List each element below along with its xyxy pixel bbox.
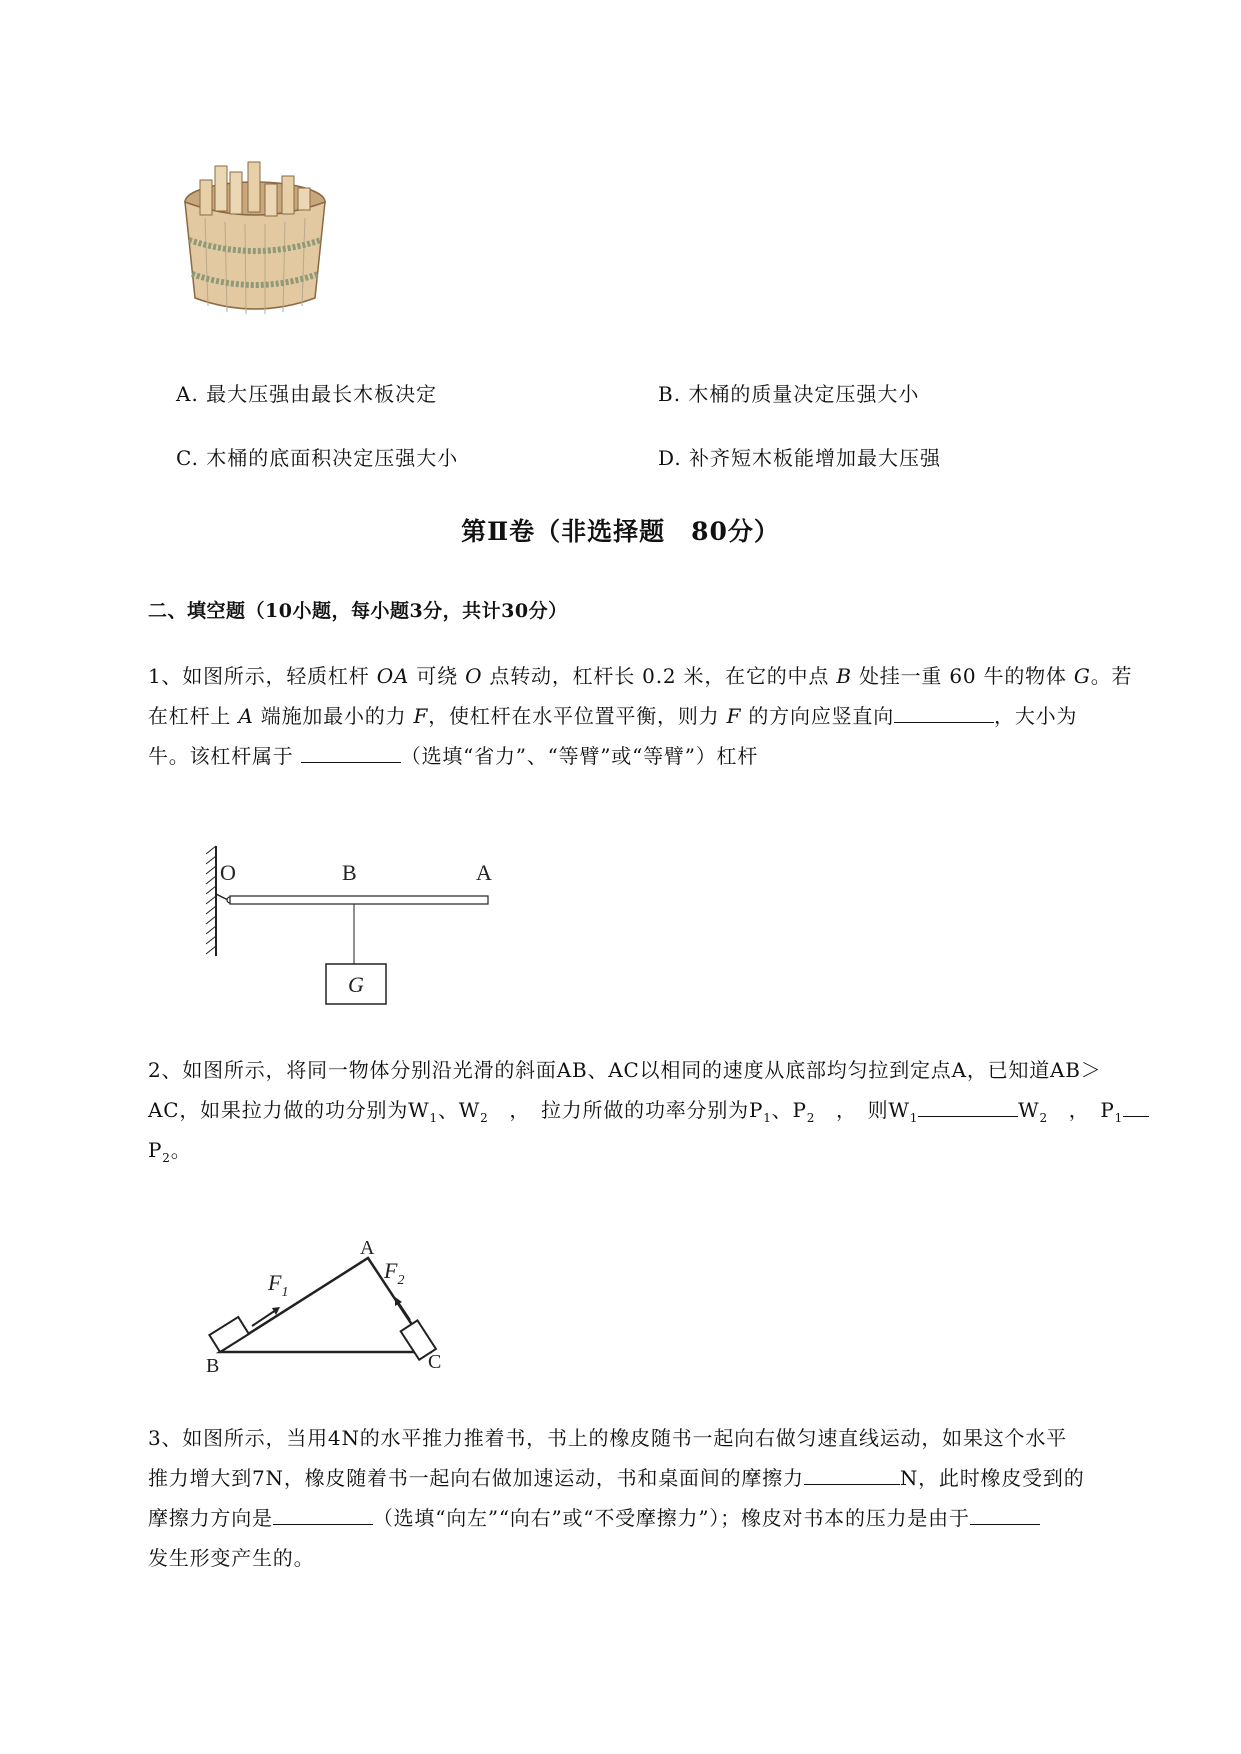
q1-line-2: 在杠杆上 A 端施加最小的力 F，使杠杆在水平位置平衡，则力 F 的方向应竖直向 ，大小为 [148,696,1148,736]
q3-line-3: 摩擦力方向是 （选填“向左”“向右”或“不受摩擦力”）；橡皮对书本的压力是由于 [148,1498,1148,1538]
q1-line-3: 牛。该杠杆属于 （选填“省力”、“等臂”或“等臂”）杠杆 [148,736,1148,776]
q3-blank-deformation[interactable] [970,1502,1040,1525]
q3-line-1: 3、如图所示，当用4N的水平推力推着书，书上的橡皮随书一起向右做匀速直线运动，如果这个水平 [148,1426,1067,1450]
lever-label-g: G [348,972,364,997]
q1-line-1: 1、如图所示，轻质杠杆 OA 可绕 O 点转动，杠杆长 0.2 米，在它的中点 B 处挂一重 60 牛的物体 G。若 [148,664,1133,688]
q2-line-1: 2、如图所示，将同一物体分别沿光滑的斜面AB、AC以相同的速度从底部均匀拉到定点A，已知道AB＞ [148,1058,1102,1082]
option-b: B. 木桶的质量决定压强大小 [658,382,920,406]
wooden-bucket-image [170,158,340,328]
q2-blank-power[interactable] [1123,1094,1149,1117]
lever-label-a: A [476,860,492,885]
lever-label-o: O [220,860,236,885]
q1-blank-direction[interactable] [894,700,994,723]
q3-line-4: 发生形变产生的。 [148,1546,315,1570]
incline-label-a: A [360,1240,375,1259]
option-d: D. 补齐短木板能增加最大压强 [658,446,942,470]
incline-label-b: B [206,1355,220,1377]
q3-line-2: 推力增大到7N，橡皮随着书一起向右做加速运动，书和桌面间的摩擦力 N，此时橡皮受到的 [148,1458,1148,1498]
lever-label-b: B [342,860,357,885]
section-heading: 二、填空题（10小题，每小题3分，共计30分） [148,600,568,622]
option-a: A. 最大压强由最长木板决定 [176,382,438,406]
section-title: 第Ⅱ卷（非选择题 80分） [461,517,780,546]
incline-label-f2: $F_2$ [384,1258,405,1288]
incline-diagram [200,1240,460,1380]
q2-line-2: AC，如果拉力做的功分别为$W_1$、$W_2$ ， 拉力所做的功率分别为$P_1$、$P_2$ ， 则$W_1$ $W_2$ ， $P_1$ [148,1090,1148,1138]
q3-blank-direction[interactable] [273,1502,373,1525]
incline-label-f1: $F_1$ [268,1270,289,1300]
q2-line-3: $P_2$。 [148,1138,192,1165]
q1-blank-type[interactable] [301,740,401,763]
q3-blank-friction[interactable] [804,1462,900,1485]
option-c: C. 木桶的底面积决定压强大小 [176,446,459,470]
q2-blank-work[interactable] [918,1094,1018,1117]
incline-label-c: C [428,1351,442,1373]
lever-diagram [200,836,500,1006]
